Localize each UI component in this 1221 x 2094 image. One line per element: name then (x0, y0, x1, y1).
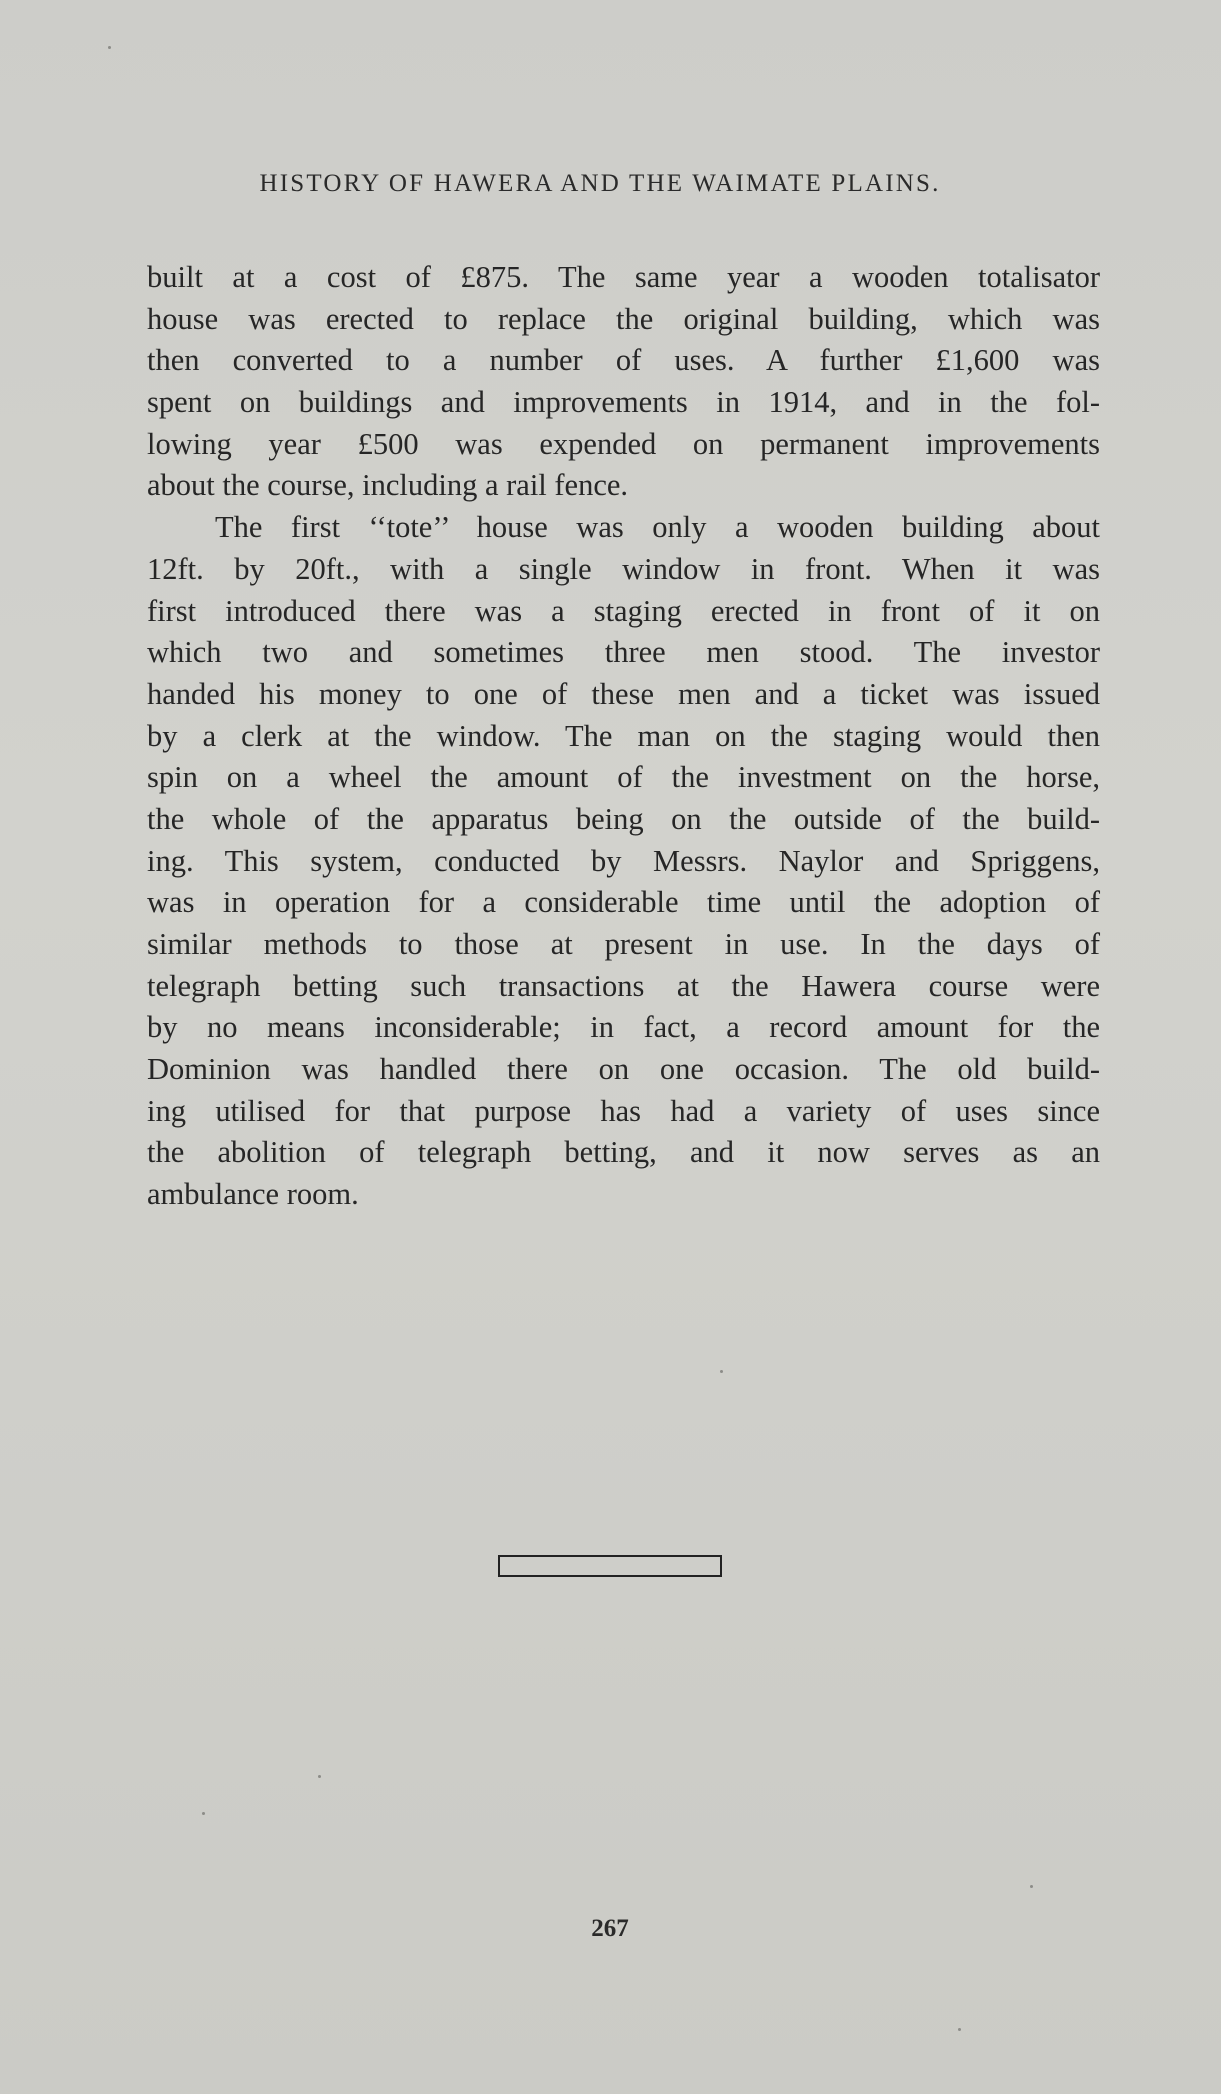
text-line: house was erected to replace the original building, which was (147, 301, 1100, 336)
text-line: The first ‘‘tote’’ house was only a wooden building about (215, 510, 1100, 545)
text-line: which two and sometimes three men stood. The investor (147, 635, 1100, 670)
text-line: ing. This system, conducted by Messrs. Naylor and Spriggens, (147, 843, 1100, 878)
text-line: about the course, including a rail fence. (147, 468, 629, 503)
text-line: the whole of the apparatus being on the outside of the build- (147, 801, 1100, 836)
text-line: lowing year £500 was expended on permanent improvements (147, 426, 1100, 461)
paper-speck (1030, 1885, 1033, 1888)
text-line: first introduced there was a staging erected in front of it on (147, 593, 1100, 628)
paper-speck (958, 2028, 961, 2031)
paper-speck (318, 1775, 321, 1778)
text-line: spent on buildings and improvements in 1914, and in the fol- (147, 385, 1100, 420)
text-line: ambulance room. (147, 1177, 359, 1212)
text-line: the abolition of telegraph betting, and it now serves as an (147, 1135, 1100, 1170)
text-line: telegraph betting such transactions at the Hawera course were (147, 968, 1100, 1003)
text-line: by a clerk at the window. The man on the staging would then (147, 718, 1100, 753)
text-line: by no means inconsiderable; in fact, a record amount for the (147, 1010, 1100, 1045)
text-line: then converted to a number of uses. A further £1,600 was (147, 343, 1100, 378)
text-line: handed his money to one of these men and a ticket was issued (147, 676, 1100, 711)
paper-speck (202, 1812, 205, 1815)
running-head: HISTORY OF HAWERA AND THE WAIMATE PLAINS. (259, 170, 941, 197)
text-line: was in operation for a considerable time until the adoption of (147, 885, 1100, 920)
text-line: Dominion was handled there on one occasion. The old build- (147, 1052, 1100, 1087)
paper-speck (108, 46, 111, 49)
text-line: built at a cost of £875. The same year a wooden totalisator (147, 260, 1100, 294)
text-line: ing utilised for that purpose has had a variety of uses since (147, 1093, 1100, 1128)
page-number: 267 (591, 1915, 629, 1942)
text-line: spin on a wheel the amount of the investment on the horse, (147, 760, 1100, 795)
body-text (147, 257, 1100, 1216)
text-line: similar methods to those at present in use. In the days of (147, 927, 1100, 961)
section-end-rule (498, 1555, 722, 1577)
text-line: 12ft. by 20ft., with a single window in front. When it was (147, 551, 1100, 586)
paper-speck (720, 1370, 723, 1373)
